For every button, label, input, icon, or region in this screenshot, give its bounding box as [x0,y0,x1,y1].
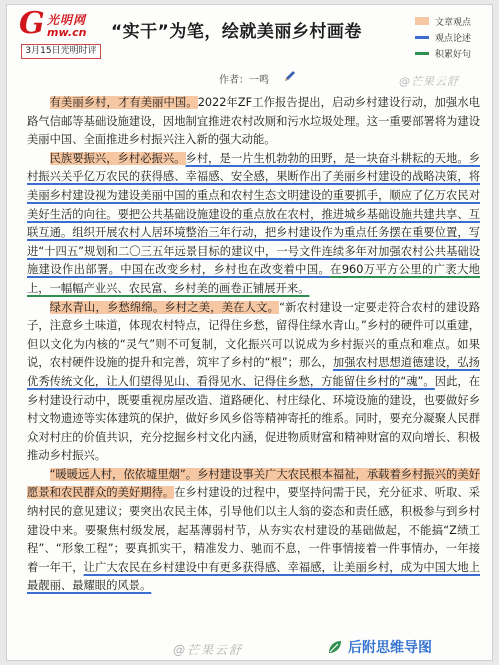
watermark-top: @芒果云舒 [399,75,459,88]
text-ul-blue: 乡村，是一片生机勃勃的田野，是一块奋斗耕耘的天地。乡村振兴关乎亿万农民的获得感、幸福感、安全感，果断作出了美丽乡村建设的战略决策，将美丽乡村建设视为建设美丽中国的重点和农村生态文明建设的重要抓手，顺应了亿万农民对美好生活的向往。要把公共基础设施建设的重点放在农村，推进城乡基础设施共建共享、互联互通。组织开展农村人居环境整治三年行动，把乡村建设作为重点任务摆在重要位置，写进“十四五”规划和二〇三五年远景目标的建议中，一号文件连续多年对加强农村公共基础设施建设作出部署。中国在改变乡村，乡村也在改变着中国。 [27,151,480,277]
mindmap-brand [327,637,432,657]
text-plain: 在乡村建设的过程中，要坚持问需于民，充分征求、听取、采纳村民的意见建议；要突出农民主体，引导他们以主人翁的姿态和责任感，积极参与到乡村建设中来。要聚焦村级发展，起基薄弱村节，从夯实农村建设的基础做起，不能搞“Z绩工程”、“形象工程”；要真抓实干，精准发力、驰而不息，一件事情接着一件事情办，一年接着一年干， [27,486,480,574]
author-byline: 作者：一鸣 [219,75,269,86]
legend-label: 观点论述 [435,33,472,44]
legend-swatch-blue [415,36,429,39]
text-hl-orange: 有美丽乡村，才有美丽中国。 [49,96,198,109]
legend-label: 积累好句 [435,49,472,60]
text-plain: 2022年ZF工作报告提出，启动乡村建设行动，加强水电路气信邮等基础设施建设，因地制宜推进农村改厕和污水垃圾处理。这一重要部署将为建设美丽中国、全面推进乡村振兴注入新的强大动能。 [27,96,480,147]
text-plain: “新农村建设一定要走符合农村的建设路子，注意乡土味道，体现农村特点，记得住乡愁，留得住绿水青山。”乡村的硬件可以重建，但以文化为内核的“灵气”则不可复制，文化振兴可以说成为乡村振兴的重点和难点。如果说，农村硬件设施的提升和完善，筑牢了乡村的“根”；那么， [27,300,480,370]
logo-bottom-text: mw.cn [47,26,87,39]
text-hl-orange: 绿水青山，乡愁绵绵。乡村之美，美在人文。 [49,300,280,314]
text-plain: 因此，在乡村建设行动中，既要重视房屋改造、道路硬化、村庄绿化、环境设施的建设，也要做好乡村文物遗迹等实体建筑的保护，做好乡风乡俗等精神寄托的维系。同时，要充分凝聚人民群众对村庄的价值共识，充分挖掘乡村文化内涵，促进物质财富和精神财富的双向增长、积极推动乡村振兴。 [27,374,480,463]
paragraph [27,466,480,596]
legend-swatch-green [415,52,429,55]
paragraph [27,299,480,466]
pencil-icon [283,69,297,83]
date-badge: 3月15日光明时评 [21,44,101,59]
watermark-bottom: @芒果云舒 [173,643,244,657]
text-ul-green: 在960万平方公里的广袤大地上，一幅幅产业兴、农民富、乡村美的画卷正铺展开来。 [27,263,480,295]
article-header [7,5,493,63]
logo-top-text: 光明网 [47,13,87,27]
text-hl-orange: “暖暖远人村，依依墟里烟”。乡村建设事关广大农民根本福祉，承载着乡村振兴的美好愿景和农民群众的美好期待。 [27,467,480,500]
article-body [27,94,480,596]
article-page [6,4,493,661]
text-ul-blue: 让广大农民在乡村建设中有更多获得感、幸福感，让美丽乡村，成为中国大地上最靓丽、最耀眼的风景。 [27,560,480,593]
legend-item-argument [415,29,491,45]
leaf-logo-icon [327,639,343,655]
annotation-legend [415,13,491,61]
legend-label: 文章观点 [435,17,472,28]
paragraph [27,150,480,299]
page-title: “实干”为笔，绘就美丽乡村画卷 [111,22,362,42]
paragraph [27,94,480,150]
text-hl-orange: 民族要振兴，乡村必振兴。 [49,151,186,165]
text-ul-blue: 加强农村思想道德建设，弘扬优秀传统文化，让人们望得见山、看得见水、记得住乡愁，方能留住乡村的“魂”。 [27,356,480,388]
legend-item-good-sentence [415,45,491,61]
brand-text: 后附思维导图 [348,640,432,656]
legend-item-viewpoint [415,13,491,29]
legend-swatch-orange [415,17,429,25]
logo-letter: G [19,6,45,41]
